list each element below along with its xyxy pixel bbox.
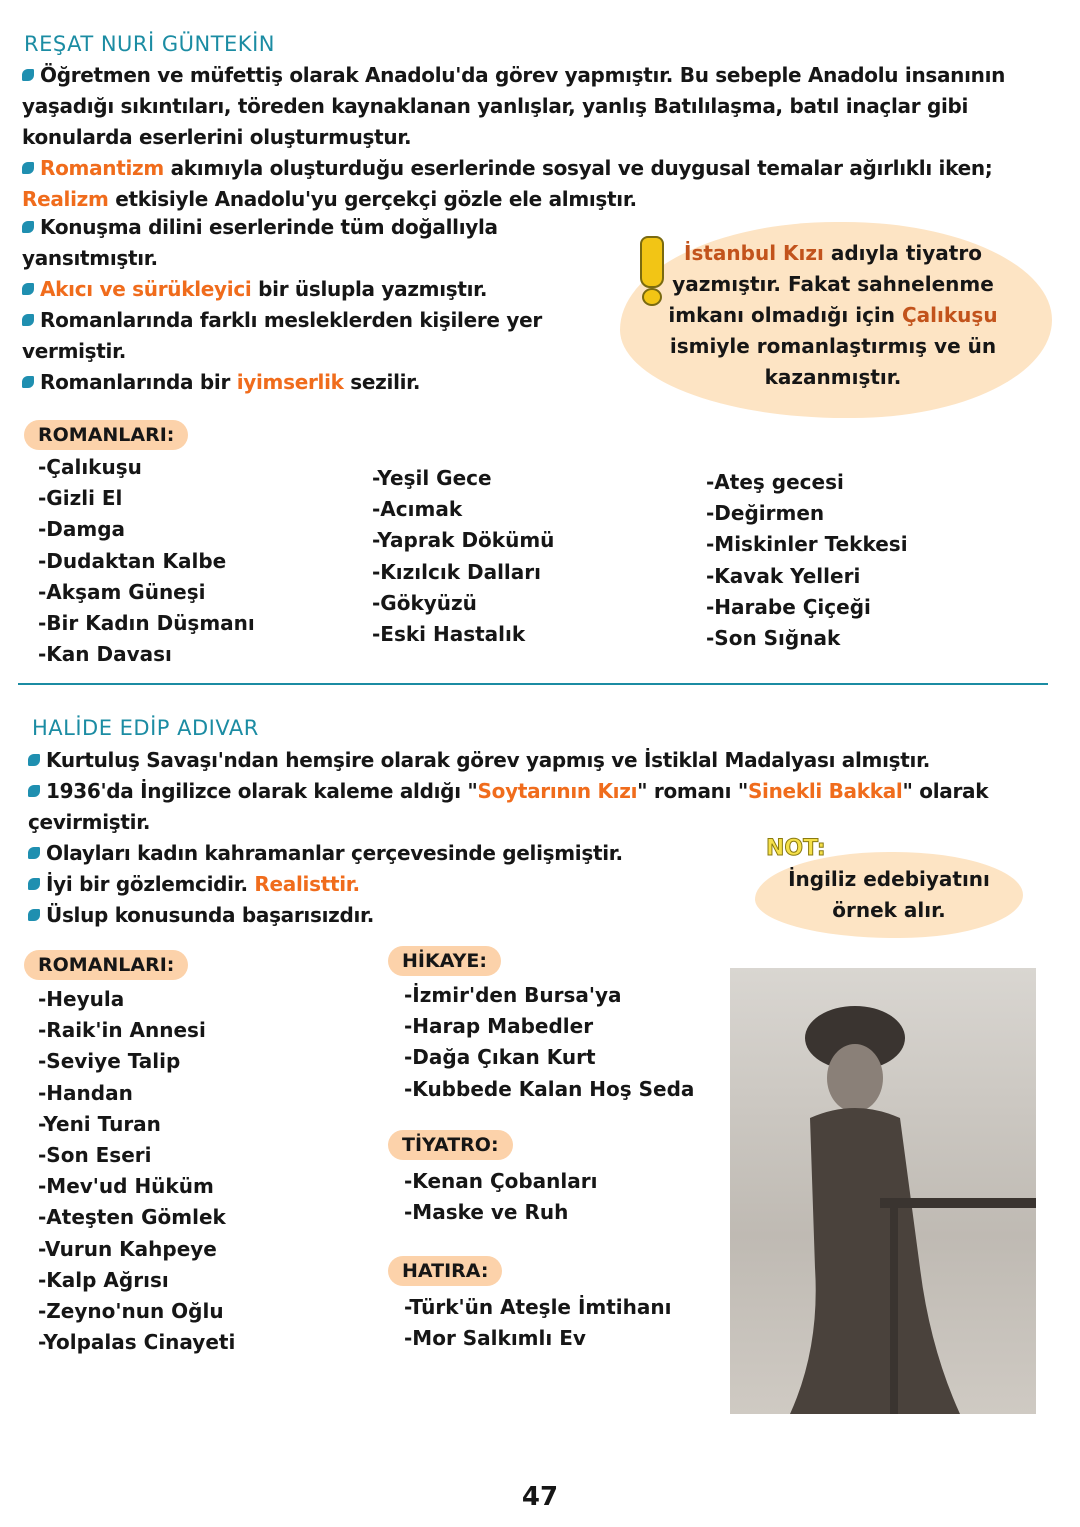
text-segment: adıyla tiyatro yazmıştır. Fakat sahnelenme imkanı olmadığı için (668, 241, 994, 327)
list-item: -Son Eseri (38, 1143, 152, 1168)
highlighted-text: Sinekli Bakkal (747, 779, 903, 803)
exclamation-icon (640, 236, 664, 288)
bullet-paragraph (28, 776, 1028, 838)
halide-stories (404, 980, 694, 1105)
highlighted-text: Soytarının Kızı (477, 779, 638, 803)
list-item: -Türk'ün Ateşle İmtihanı (404, 1295, 672, 1319)
bullet-icon (22, 376, 34, 388)
bullet-paragraph (28, 838, 728, 869)
text-segment: İyi bir gözlemcidir. (46, 872, 255, 896)
note-bubble (755, 852, 1023, 938)
list-item: -Acımak (372, 497, 463, 522)
novels-col1 (38, 452, 255, 670)
story-label-badge: HİKAYE: (388, 946, 501, 976)
list-item: -Kalp Ağrısı (38, 1267, 169, 1292)
text-segment: Üslup konusunda başarısızdır. (46, 903, 375, 927)
bullet-icon (28, 785, 40, 797)
novels-col3 (706, 467, 908, 654)
halide-theatre (404, 1166, 598, 1228)
callout-text (668, 238, 998, 393)
list-item: -Gizli El (38, 486, 123, 511)
bullet-paragraph (22, 305, 567, 367)
section-divider (18, 683, 1048, 685)
list-item: -Ateş gecesi (706, 470, 844, 494)
list-item: -Mor Salkımlı Ev (404, 1326, 586, 1351)
highlighted-text: Romantizm (40, 156, 164, 180)
text-segment: " romanı " (637, 779, 748, 803)
list-item: -Handan (38, 1080, 133, 1105)
novels-label-badge: ROMANLARI: (24, 420, 188, 450)
highlighted-text: İstanbul Kızı (684, 241, 824, 265)
callout-bubble (620, 222, 1052, 418)
note-label: NOT: (766, 836, 826, 861)
highlighted-text: Realizm (22, 187, 109, 211)
novels-label-badge: ROMANLARI: (24, 950, 188, 980)
list-item: -Heyula (38, 987, 125, 1011)
halide-paragraphs-narrow (28, 838, 728, 931)
highlighted-text: Realisttir. (254, 872, 360, 896)
highlighted-text: Çalıkuşu (901, 303, 998, 327)
halide-memoirs (404, 1292, 671, 1354)
list-item: -İzmir'den Bursa'ya (404, 983, 622, 1007)
list-item: -Değirmen (706, 501, 825, 526)
bullet-paragraph (22, 367, 567, 398)
text-segment: Olayları kadın kahramanlar çerçevesinde gelişmiştir. (46, 841, 623, 865)
novels-col2 (372, 463, 554, 650)
bullet-paragraph (22, 60, 1032, 153)
bullet-paragraph (28, 869, 728, 900)
text-segment: Romanlarında bir (40, 370, 237, 394)
text-segment: bir üslupla yazmıştır. (251, 277, 488, 301)
list-item: -Yeni Turan (38, 1111, 161, 1136)
bullet-paragraph (28, 900, 728, 931)
list-item: -Kubbede Kalan Hoş Seda (404, 1076, 695, 1101)
list-item: -Yeşil Gece (372, 466, 492, 490)
list-item: -Mev'ud Hüküm (38, 1174, 214, 1199)
list-item: -Maske ve Ruh (404, 1200, 569, 1225)
text-segment: Romanlarında farklı mesleklerden kişilere yer vermiştir. (22, 308, 542, 363)
bullet-paragraph (22, 153, 1032, 215)
resat-paragraphs-narrow (22, 212, 567, 398)
list-item: -Kızılcık Dalları (372, 559, 542, 584)
bullet-paragraph (28, 745, 1028, 776)
theatre-label-badge: TİYATRO: (388, 1130, 513, 1160)
section-title-resat-nuri: REŞAT NURİ GÜNTEKİN (24, 32, 275, 56)
section-title-halide-edip: HALİDE EDİP ADIVAR (32, 716, 259, 740)
resat-paragraphs-wide (22, 60, 1032, 215)
bullet-icon (28, 909, 40, 921)
list-item: -Harabe Çiçeği (706, 594, 871, 619)
text-segment: ismiyle romanlaştırmış ve ün kazanmıştır. (669, 334, 997, 389)
portrait-figure-icon (730, 968, 1036, 1414)
halide-novels (38, 984, 235, 1358)
memoir-label-badge: HATIRA: (388, 1256, 502, 1286)
bullet-paragraph (22, 274, 567, 305)
bullet-icon (28, 754, 40, 766)
text-segment: sezilir. (343, 370, 421, 394)
list-item: -Kenan Çobanları (404, 1169, 598, 1193)
text-segment: " olarak çevirmiştir. (28, 779, 989, 834)
note-text: İngiliz edebiyatını örnek alır. (788, 867, 990, 922)
list-item: -Vurun Kahpeye (38, 1236, 217, 1261)
bullet-icon (22, 283, 34, 295)
text-segment: Kurtuluş Savaşı'ndan hemşire olarak görev yapmış ve İstiklal Madalyası almıştır. (46, 748, 931, 772)
list-item: -Bir Kadın Düşmanı (38, 611, 255, 636)
list-item: -Dudaktan Kalbe (38, 548, 227, 573)
text-segment: akımıyla oluşturduğu eserlerinde sosyal ve duygusal temalar ağırlıklı iken; (163, 156, 993, 180)
list-item: -Eski Hastalık (372, 622, 526, 647)
list-item: -Ateşten Gömlek (38, 1205, 226, 1230)
highlighted-text: Akıcı ve sürükleyici (40, 277, 252, 301)
list-item: -Yaprak Dökümü (372, 528, 555, 553)
list-item: -Zeyno'nun Oğlu (38, 1299, 224, 1324)
bullet-icon (28, 878, 40, 890)
text-segment: 1936'da İngilizce olarak kaleme aldığı " (46, 779, 478, 803)
text-segment: etkisiyle Anadolu'yu gerçekçi gözle ele almıştır. (108, 187, 637, 211)
list-item: -Gökyüzü (372, 590, 477, 615)
list-item: -Kan Davası (38, 642, 172, 667)
bullet-icon (28, 847, 40, 859)
list-item: -Harap Mabedler (404, 1014, 594, 1039)
list-item: -Dağa Çıkan Kurt (404, 1045, 596, 1070)
page-number: 47 (521, 1482, 559, 1512)
list-item: -Akşam Güneşi (38, 579, 206, 604)
exclamation-dot-icon (642, 288, 662, 306)
bullet-icon (22, 314, 34, 326)
list-item: -Son Sığnak (706, 626, 841, 651)
list-item: -Miskinler Tekkesi (706, 532, 908, 557)
bullet-paragraph (22, 212, 567, 274)
halide-paragraphs-wide (28, 745, 1028, 838)
list-item: -Raik'in Annesi (38, 1018, 206, 1043)
list-item: -Yolpalas Cinayeti (38, 1330, 236, 1355)
list-item: -Kavak Yelleri (706, 563, 861, 588)
list-item: -Seviye Talip (38, 1049, 181, 1074)
bullet-icon (22, 221, 34, 233)
text-segment: Öğretmen ve müfettiş olarak Anadolu'da görev yapmıştır. Bu sebeple Anadolu insanının yaşadığı sıkıntıları, töreden kaynaklanan yanlışlar, yanlış Batılılaşma, batıl inaçlar gibi konularda eserlerini oluşturmuştur. (22, 63, 1006, 149)
highlighted-text: iyimserlik (236, 370, 344, 394)
bullet-icon (22, 69, 34, 81)
list-item: -Çalıkuşu (38, 455, 142, 479)
text-segment: Konuşma dilini eserlerinde tüm doğallıyla yansıtmıştır. (22, 215, 498, 270)
portrait-photo (730, 968, 1036, 1414)
bullet-icon (22, 162, 34, 174)
list-item: -Damga (38, 517, 126, 542)
